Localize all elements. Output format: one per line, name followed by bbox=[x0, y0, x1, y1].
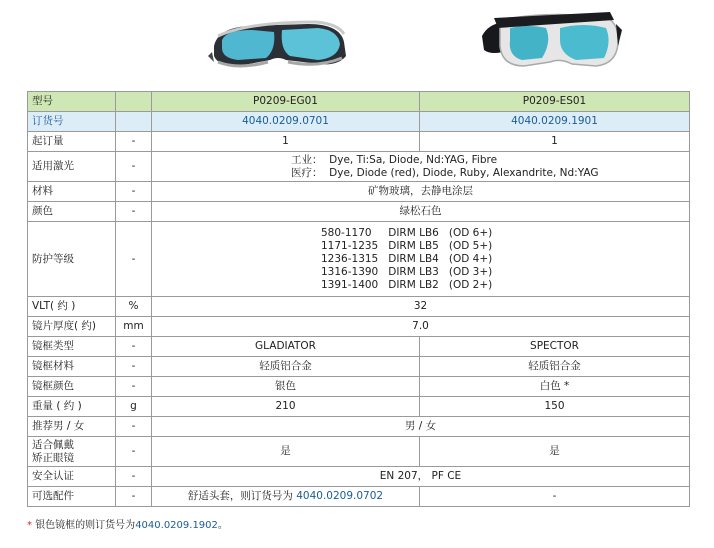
row-frame-color bbox=[28, 377, 690, 397]
row-frame-material bbox=[28, 357, 690, 377]
row-model bbox=[28, 92, 690, 112]
unit-for-glasses: - bbox=[116, 437, 152, 467]
footnote-end: 。 bbox=[217, 520, 228, 531]
accessory-eg01-order-no: 4040.0209.0702 bbox=[296, 490, 384, 502]
unit-cell bbox=[116, 92, 152, 112]
protection-values bbox=[152, 222, 690, 297]
label-color: 颜色 bbox=[28, 202, 116, 222]
frame-type-eg01: GLADIATOR bbox=[152, 337, 420, 357]
unit-gender: - bbox=[116, 417, 152, 437]
label-gender: 推荐男 / 女 bbox=[28, 417, 116, 437]
frame-material-es01: 轻质铝合金 bbox=[420, 357, 690, 377]
row-frame-type bbox=[28, 337, 690, 357]
label-vlt: VLT( 约 ) bbox=[28, 297, 116, 317]
protection-line: 1316-1390 DIRM LB3 (OD 3+) bbox=[321, 265, 493, 278]
unit-protection: - bbox=[116, 222, 152, 297]
spector-goggles-image bbox=[480, 6, 622, 80]
order-no-eg01: 4040.0209.0701 bbox=[152, 112, 420, 132]
gladiator-goggles-image bbox=[208, 6, 350, 80]
unit-laser: - bbox=[116, 152, 152, 182]
label-frame-type: 镜框类型 bbox=[28, 337, 116, 357]
footnote-star: * bbox=[27, 520, 32, 531]
laser-medical: 医疗： Dye, Diode (red), Diode, Ruby, Alexandrite, Nd:YAG bbox=[291, 166, 599, 179]
frame-color-eg01: 银色 bbox=[152, 377, 420, 397]
row-laser bbox=[28, 152, 690, 182]
row-vlt bbox=[28, 297, 690, 317]
row-accessories bbox=[28, 487, 690, 507]
unit-accessories: - bbox=[116, 487, 152, 507]
row-color bbox=[28, 202, 690, 222]
accessory-eg01-text: 舒适头套，则订货号为 bbox=[187, 490, 293, 502]
row-weight bbox=[28, 397, 690, 417]
model-es01: P0209-ES01 bbox=[420, 92, 690, 112]
for-glasses-es01: 是 bbox=[420, 437, 690, 467]
min-order-es01: 1 bbox=[420, 132, 690, 152]
label-frame-color: 镜框颜色 bbox=[28, 377, 116, 397]
unit-weight: g bbox=[116, 397, 152, 417]
min-order-eg01: 1 bbox=[152, 132, 420, 152]
unit-vlt: % bbox=[116, 297, 152, 317]
protection-line: 1171-1235 DIRM LB5 (OD 5+) bbox=[321, 239, 493, 252]
laser-values bbox=[152, 152, 690, 182]
footnote bbox=[27, 516, 228, 531]
protection-line: 1391-1400 DIRM LB2 (OD 2+) bbox=[321, 278, 493, 291]
label-laser: 适用激光 bbox=[28, 152, 116, 182]
laser-industry: 工业： Dye, Ti:Sa, Diode, Nd:YAG, Fibre bbox=[291, 153, 498, 166]
label-certification: 安全认证 bbox=[28, 467, 116, 487]
specification-table bbox=[27, 91, 690, 507]
unit-frame-type: - bbox=[116, 337, 152, 357]
unit-frame-color: - bbox=[116, 377, 152, 397]
accessory-es01: - bbox=[420, 487, 690, 507]
label-model: 型号 bbox=[28, 92, 116, 112]
vlt-value: 32 bbox=[152, 297, 690, 317]
for-glasses-eg01: 是 bbox=[152, 437, 420, 467]
label-thickness: 镜片厚度( 约) bbox=[28, 317, 116, 337]
gender-value: 男 / 女 bbox=[152, 417, 690, 437]
frame-material-eg01: 轻质铝合金 bbox=[152, 357, 420, 377]
unit-color: - bbox=[116, 202, 152, 222]
color-value: 绿松石色 bbox=[152, 202, 690, 222]
material-value: 矿物玻璃，去静电涂层 bbox=[152, 182, 690, 202]
accessory-eg01 bbox=[152, 487, 420, 507]
unit-frame-material: - bbox=[116, 357, 152, 377]
label-for-glasses-line2: 矫正眼镜 bbox=[32, 451, 74, 464]
row-order-no bbox=[28, 112, 690, 132]
row-protection bbox=[28, 222, 690, 297]
label-material: 材料 bbox=[28, 182, 116, 202]
label-frame-material: 镜框材料 bbox=[28, 357, 116, 377]
certification-value: EN 207， PF CE bbox=[152, 467, 690, 487]
unit-certification: - bbox=[116, 467, 152, 487]
label-for-glasses-line1: 适合佩戴 bbox=[32, 438, 74, 451]
label-order-no: 订货号 bbox=[28, 112, 116, 132]
label-min-order: 起订量 bbox=[28, 132, 116, 152]
row-gender bbox=[28, 417, 690, 437]
unit-min-order: - bbox=[116, 132, 152, 152]
model-eg01: P0209-EG01 bbox=[152, 92, 420, 112]
row-min-order bbox=[28, 132, 690, 152]
protection-line: 1236-1315 DIRM LB4 (OD 4+) bbox=[321, 252, 493, 265]
label-for-glasses bbox=[28, 437, 116, 467]
label-weight: 重量 ( 约 ) bbox=[28, 397, 116, 417]
row-material bbox=[28, 182, 690, 202]
weight-eg01: 210 bbox=[152, 397, 420, 417]
unit-cell bbox=[116, 112, 152, 132]
footnote-text: 银色镜框的则订货号为 bbox=[35, 520, 136, 531]
thickness-value: 7.0 bbox=[152, 317, 690, 337]
footnote-order-no: 4040.0209.1902 bbox=[135, 520, 218, 531]
row-certification bbox=[28, 467, 690, 487]
label-protection: 防护等级 bbox=[28, 222, 116, 297]
row-thickness bbox=[28, 317, 690, 337]
label-accessories: 可选配件 bbox=[28, 487, 116, 507]
frame-type-es01: SPECTOR bbox=[420, 337, 690, 357]
row-for-glasses bbox=[28, 437, 690, 467]
protection-line: 580-1170 DIRM LB6 (OD 6+) bbox=[321, 226, 493, 239]
order-no-es01: 4040.0209.1901 bbox=[420, 112, 690, 132]
weight-es01: 150 bbox=[420, 397, 690, 417]
unit-thickness: mm bbox=[116, 317, 152, 337]
unit-material: - bbox=[116, 182, 152, 202]
frame-color-es01: 白色 * bbox=[420, 377, 690, 397]
